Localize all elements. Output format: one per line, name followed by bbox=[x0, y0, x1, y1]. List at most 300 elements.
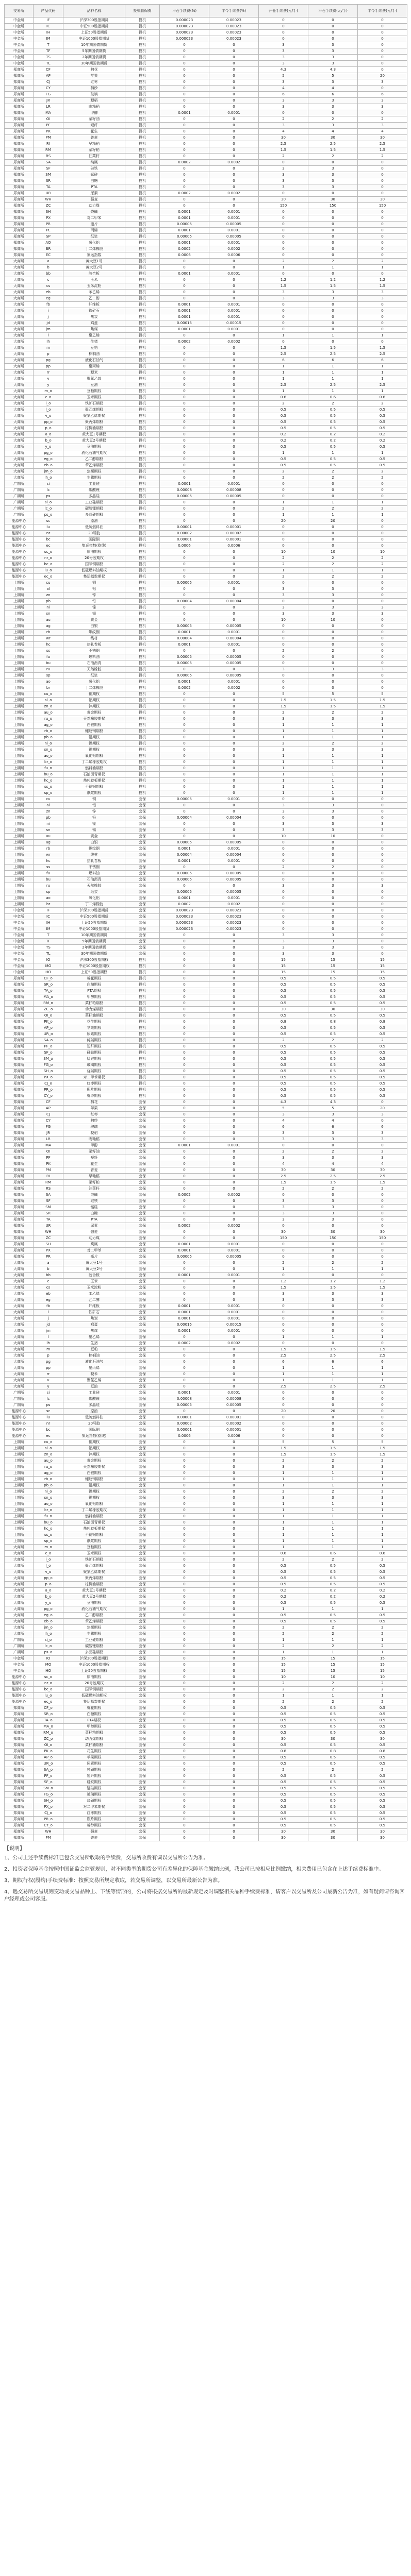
table-cell: 0 bbox=[209, 413, 259, 419]
table-cell: 0 bbox=[160, 456, 209, 463]
table-row bbox=[5, 320, 407, 327]
table-cell: eg bbox=[34, 1297, 63, 1303]
table-cell: 0 bbox=[209, 1798, 259, 1804]
table-cell: 投机 bbox=[125, 617, 160, 623]
table-cell: 0 bbox=[209, 1755, 259, 1761]
table-row bbox=[5, 1749, 407, 1755]
table-cell: 3 bbox=[308, 951, 358, 957]
table-row bbox=[5, 302, 407, 308]
table-cell: 6 bbox=[259, 1359, 308, 1365]
table-cell: 铅 bbox=[63, 599, 125, 605]
table-cell: 15 bbox=[259, 1662, 308, 1668]
table-cell: zn_o bbox=[34, 704, 63, 710]
table-cell: 0 bbox=[209, 1050, 259, 1056]
table-cell: 套保 bbox=[125, 1569, 160, 1575]
table-cell: 投机 bbox=[125, 487, 160, 494]
table-cell: 套保 bbox=[125, 1643, 160, 1650]
table-cell: 投机 bbox=[125, 395, 160, 401]
table-cell: 聚氯乙烯期权 bbox=[63, 1569, 125, 1575]
table-cell: PK bbox=[34, 129, 63, 135]
table-cell: 上期所 bbox=[5, 865, 34, 871]
table-cell: 0 bbox=[209, 1075, 259, 1081]
table-cell: 纯碱 bbox=[63, 160, 125, 166]
table-cell: 0 bbox=[160, 1835, 209, 1841]
table-cell: rb_o bbox=[34, 1477, 63, 1483]
table-cell: PX_o bbox=[34, 1804, 63, 1810]
table-cell: 2 bbox=[308, 154, 358, 160]
table-cell: 2 bbox=[308, 1038, 358, 1044]
table-cell: jm bbox=[34, 327, 63, 333]
table-cell: 0 bbox=[160, 1786, 209, 1792]
table-cell: 上期所 bbox=[5, 1514, 34, 1520]
table-cell: 投机 bbox=[125, 611, 160, 617]
table-row bbox=[5, 1192, 407, 1198]
table-cell: 郑商所 bbox=[5, 1050, 34, 1056]
table-cell: 1 bbox=[308, 364, 358, 370]
table-row bbox=[5, 562, 407, 568]
table-cell: 聚乙烯期权 bbox=[63, 1563, 125, 1569]
table-cell: 0.0001 bbox=[160, 271, 209, 277]
table-row bbox=[5, 1724, 407, 1730]
table-cell: 郑商所 bbox=[5, 1118, 34, 1124]
table-cell: 郑商所 bbox=[5, 982, 34, 988]
table-row bbox=[5, 265, 407, 271]
table-cell: 3 bbox=[358, 716, 407, 722]
table-cell: 丙烯 bbox=[63, 228, 125, 234]
table-cell: 0.0006 bbox=[160, 1433, 209, 1439]
table-cell: 中金所 bbox=[5, 36, 34, 42]
table-row bbox=[5, 902, 407, 908]
table-cell: 大商所 bbox=[5, 1551, 34, 1557]
table-cell: 套保 bbox=[125, 1477, 160, 1483]
table-cell: 大商所 bbox=[5, 1371, 34, 1378]
table-cell: 1 bbox=[308, 728, 358, 735]
table-row bbox=[5, 1273, 407, 1279]
table-cell: 投机 bbox=[125, 636, 160, 642]
table-cell: 0 bbox=[209, 67, 259, 73]
table-cell: 0.0006 bbox=[160, 252, 209, 259]
table-cell: sc bbox=[34, 1409, 63, 1415]
table-cell: 0 bbox=[358, 580, 407, 586]
table-cell: 热轧卷板期权 bbox=[63, 778, 125, 784]
table-cell: 大商所 bbox=[5, 1557, 34, 1563]
table-cell: 0 bbox=[259, 531, 308, 537]
table-cell: 0 bbox=[160, 203, 209, 209]
table-row bbox=[5, 86, 407, 92]
table-cell: AP bbox=[34, 1106, 63, 1112]
table-cell: 0.5 bbox=[308, 1823, 358, 1829]
table-cell: 0.5 bbox=[358, 1817, 407, 1823]
table-cell: 上期所 bbox=[5, 1452, 34, 1458]
table-cell: 套保 bbox=[125, 1458, 160, 1464]
table-cell: 0.00023 bbox=[209, 18, 259, 24]
table-cell: 0 bbox=[160, 1557, 209, 1563]
table-cell: 1 bbox=[259, 778, 308, 784]
table-cell: 普麦 bbox=[63, 1167, 125, 1174]
table-cell: 150 bbox=[259, 203, 308, 209]
table-cell: 2.5 bbox=[358, 1384, 407, 1390]
table-row bbox=[5, 549, 407, 555]
table-row bbox=[5, 197, 407, 203]
table-cell: 4.3 bbox=[259, 1099, 308, 1106]
table-cell: 0 bbox=[160, 506, 209, 512]
table-cell: 0 bbox=[308, 240, 358, 246]
table-cell: i bbox=[34, 308, 63, 314]
table-row bbox=[5, 1205, 407, 1211]
table-cell: 焦煤 bbox=[63, 1328, 125, 1334]
table-cell: 0 bbox=[209, 1384, 259, 1390]
table-cell: 0.5 bbox=[308, 1773, 358, 1780]
table-cell: 郑商所 bbox=[5, 988, 34, 994]
table-row bbox=[5, 110, 407, 116]
table-cell: 投机 bbox=[125, 1081, 160, 1087]
table-cell: 1.5 bbox=[259, 704, 308, 710]
table-cell: 0 bbox=[308, 487, 358, 494]
table-cell: 花生期权 bbox=[63, 1749, 125, 1755]
table-cell: 投机 bbox=[125, 129, 160, 135]
table-cell: 甲醇 bbox=[63, 1143, 125, 1149]
table-cell: 0.0002 bbox=[209, 160, 259, 166]
table-cell: 6 bbox=[358, 92, 407, 98]
column-header: 平仓手续费(元/手) bbox=[308, 5, 358, 18]
table-cell: 0 bbox=[160, 1031, 209, 1038]
table-cell: 0 bbox=[209, 1470, 259, 1477]
table-cell: 纸浆 bbox=[63, 234, 125, 240]
table-cell: 套保 bbox=[125, 1359, 160, 1365]
table-body bbox=[5, 18, 407, 1841]
table-cell: 0.5 bbox=[358, 463, 407, 469]
table-cell: ps_o bbox=[34, 512, 63, 518]
table-cell: wr bbox=[34, 852, 63, 858]
table-row bbox=[5, 1013, 407, 1019]
table-cell: ZC bbox=[34, 1235, 63, 1242]
table-cell: 0 bbox=[209, 667, 259, 673]
table-cell: 0.5 bbox=[259, 1817, 308, 1823]
table-cell: 白银期权 bbox=[63, 1470, 125, 1477]
table-cell: 0 bbox=[209, 1371, 259, 1378]
table-cell: 3 bbox=[259, 592, 308, 599]
table-cell: 0.5 bbox=[259, 444, 308, 450]
table-cell: 大商所 bbox=[5, 1625, 34, 1631]
table-cell: 套保 bbox=[125, 1674, 160, 1681]
table-cell: 广期所 bbox=[5, 494, 34, 500]
table-cell: 上期所 bbox=[5, 1501, 34, 1507]
table-cell: 0.0006 bbox=[209, 1433, 259, 1439]
table-cell: 0 bbox=[209, 1186, 259, 1192]
table-row bbox=[5, 1019, 407, 1025]
table-cell: 0 bbox=[160, 827, 209, 834]
table-cell: 2 bbox=[358, 1489, 407, 1495]
table-cell: 锌 bbox=[63, 809, 125, 815]
table-cell: 瓶片 bbox=[63, 222, 125, 228]
table-cell: AP_o bbox=[34, 1755, 63, 1761]
table-cell: pp_o bbox=[34, 419, 63, 426]
table-cell: 0 bbox=[209, 549, 259, 555]
table-cell: 0.5 bbox=[259, 1031, 308, 1038]
table-cell: 1 bbox=[358, 1483, 407, 1489]
table-cell: CJ bbox=[34, 1112, 63, 1118]
table-cell: l_o bbox=[34, 407, 63, 413]
table-cell: 棉纱期权 bbox=[63, 1093, 125, 1099]
table-cell: 0.00008 bbox=[160, 487, 209, 494]
table-cell: 投机 bbox=[125, 24, 160, 30]
table-row bbox=[5, 840, 407, 846]
table-cell: 锡 bbox=[63, 827, 125, 834]
table-row bbox=[5, 1124, 407, 1130]
table-cell: 0.00005 bbox=[160, 871, 209, 877]
table-row bbox=[5, 945, 407, 951]
table-cell: 3 bbox=[259, 821, 308, 827]
table-cell: 0 bbox=[209, 803, 259, 809]
table-cell: 0 bbox=[358, 271, 407, 277]
table-cell: 0 bbox=[209, 1810, 259, 1817]
table-row bbox=[5, 1285, 407, 1291]
table-cell: 对二甲苯 bbox=[63, 1248, 125, 1254]
table-cell: 0.00008 bbox=[209, 1396, 259, 1402]
table-cell: 3 bbox=[358, 1155, 407, 1161]
table-cell: 0 bbox=[308, 815, 358, 821]
table-cell: 0 bbox=[308, 599, 358, 605]
table-cell: 3 bbox=[308, 667, 358, 673]
table-cell: JR bbox=[34, 1130, 63, 1137]
table-cell: 2 bbox=[358, 401, 407, 407]
table-cell: 上期所 bbox=[5, 1464, 34, 1470]
table-cell: 1 bbox=[259, 1378, 308, 1384]
table-cell: 晚籼稻 bbox=[63, 104, 125, 110]
table-cell: 大商所 bbox=[5, 358, 34, 364]
table-cell: 黄大豆1号 bbox=[63, 1260, 125, 1266]
table-cell: 上期所 bbox=[5, 1446, 34, 1452]
table-cell: 0 bbox=[160, 1174, 209, 1180]
table-cell: ec_o bbox=[34, 1699, 63, 1705]
table-cell: 0 bbox=[209, 1804, 259, 1810]
table-cell: 0 bbox=[209, 1353, 259, 1359]
table-cell: 投机 bbox=[125, 679, 160, 685]
table-cell: 套保 bbox=[125, 1341, 160, 1347]
table-row bbox=[5, 79, 407, 86]
table-cell: 0 bbox=[209, 1279, 259, 1285]
table-cell: 0.0001 bbox=[160, 846, 209, 852]
table-cell: 2 bbox=[308, 1557, 358, 1563]
table-cell: 0 bbox=[209, 1260, 259, 1266]
table-row bbox=[5, 895, 407, 902]
table-cell: 0 bbox=[259, 1223, 308, 1229]
table-cell: 0 bbox=[209, 772, 259, 778]
table-cell: 能源中心 bbox=[5, 1693, 34, 1699]
table-row bbox=[5, 382, 407, 388]
table-row bbox=[5, 234, 407, 240]
table-cell: 0 bbox=[209, 1099, 259, 1106]
table-cell: 0.0002 bbox=[160, 160, 209, 166]
table-cell: 郑商所 bbox=[5, 154, 34, 160]
table-cell: 0 bbox=[308, 1341, 358, 1347]
table-cell: 投机 bbox=[125, 382, 160, 388]
table-cell: 0.0001 bbox=[160, 630, 209, 636]
table-cell: 郑商所 bbox=[5, 1823, 34, 1829]
table-cell: 套保 bbox=[125, 1681, 160, 1687]
table-cell: 6 bbox=[259, 92, 308, 98]
table-cell: ni_o bbox=[34, 741, 63, 747]
table-cell: 0.5 bbox=[259, 1792, 308, 1798]
table-cell: 0.5 bbox=[259, 1730, 308, 1736]
table-cell: 0 bbox=[160, 147, 209, 154]
table-cell: 套保 bbox=[125, 1316, 160, 1322]
table-row bbox=[5, 24, 407, 30]
table-row bbox=[5, 933, 407, 939]
table-cell: 铅期权 bbox=[63, 1483, 125, 1489]
table-cell: 套保 bbox=[125, 1755, 160, 1761]
table-cell: 0.0001 bbox=[209, 308, 259, 314]
table-cell: 150 bbox=[358, 1235, 407, 1242]
table-cell: 投机 bbox=[125, 73, 160, 79]
table-cell: 中金所 bbox=[5, 61, 34, 67]
table-cell: 0 bbox=[259, 920, 308, 926]
table-cell: 1.5 bbox=[358, 345, 407, 351]
table-cell: 3 bbox=[308, 290, 358, 296]
table-cell: 0 bbox=[160, 500, 209, 506]
table-cell: 0 bbox=[308, 1248, 358, 1254]
table-row bbox=[5, 889, 407, 895]
table-cell: 0 bbox=[209, 827, 259, 834]
table-cell: 投机 bbox=[125, 704, 160, 710]
table-cell: 0 bbox=[259, 679, 308, 685]
table-cell: ZC bbox=[34, 203, 63, 209]
table-cell: 0 bbox=[259, 1273, 308, 1279]
table-cell: 豆粕 bbox=[63, 1347, 125, 1353]
table-cell: MA_o bbox=[34, 994, 63, 1001]
table-row bbox=[5, 834, 407, 840]
table-cell: 0 bbox=[209, 42, 259, 48]
table-cell: 棉纱 bbox=[63, 86, 125, 92]
table-cell: 铁矿石期权 bbox=[63, 1557, 125, 1563]
table-cell: 0 bbox=[160, 1062, 209, 1069]
table-cell: 6 bbox=[259, 358, 308, 364]
table-cell: 0 bbox=[358, 339, 407, 345]
note-item: 4、遇交易所交易规则变动或交易品种上、下线等情形的，公司将根据交易所的最新规定及时调整相关品种手续费标准，请客户以交易所及公司最新公告为准，如有疑问请咨询客户经理或公司客服。 bbox=[4, 1889, 405, 1902]
table-cell: 3 bbox=[259, 1155, 308, 1161]
table-cell: 5 bbox=[358, 1439, 407, 1446]
table-cell: si bbox=[34, 481, 63, 487]
table-cell: 0 bbox=[308, 1433, 358, 1439]
table-cell: 0.00005 bbox=[160, 654, 209, 660]
table-cell: 丁二烯橡胶期权 bbox=[63, 759, 125, 766]
table-cell: 0 bbox=[259, 228, 308, 234]
table-cell: 套保 bbox=[125, 1495, 160, 1501]
table-cell: 1 bbox=[308, 784, 358, 790]
table-cell: 0.00004 bbox=[160, 815, 209, 821]
table-cell: 0 bbox=[209, 444, 259, 450]
table-row bbox=[5, 1229, 407, 1235]
table-cell: 0 bbox=[160, 438, 209, 444]
table-cell: 郑商所 bbox=[5, 129, 34, 135]
table-cell: 0 bbox=[160, 1711, 209, 1718]
note-item: 1、公司上述手续费标准已包含交易所收取的手续费，交易所收费有调以交易所公告为准。 bbox=[4, 1855, 209, 1861]
table-cell: 0 bbox=[160, 1619, 209, 1625]
table-cell: 0.0002 bbox=[209, 1341, 259, 1347]
table-cell: 0 bbox=[358, 160, 407, 166]
table-row bbox=[5, 1291, 407, 1297]
table-cell: 广期所 bbox=[5, 1650, 34, 1656]
table-row bbox=[5, 679, 407, 685]
table-cell: 棕榈油 bbox=[63, 351, 125, 358]
table-cell: 0 bbox=[209, 1266, 259, 1273]
table-cell: 2 bbox=[308, 506, 358, 512]
table-row bbox=[5, 314, 407, 320]
table-cell: 燃料油 bbox=[63, 871, 125, 877]
table-cell: 0 bbox=[209, 104, 259, 110]
table-row bbox=[5, 1056, 407, 1062]
table-cell: 1 bbox=[259, 376, 308, 382]
table-cell: rb bbox=[34, 846, 63, 852]
table-cell: 0 bbox=[160, 1137, 209, 1143]
table-cell: 投机 bbox=[125, 290, 160, 296]
table-cell: 黄大豆2号期权 bbox=[63, 438, 125, 444]
table-cell: 2 bbox=[259, 1038, 308, 1044]
table-cell: 上期所 bbox=[5, 1489, 34, 1495]
table-cell: 投机 bbox=[125, 648, 160, 654]
table-cell: 1 bbox=[308, 790, 358, 796]
table-row bbox=[5, 660, 407, 667]
table-cell: 2.5 bbox=[358, 1174, 407, 1180]
table-cell: 3 bbox=[358, 1291, 407, 1297]
table-cell: 郑商所 bbox=[5, 1211, 34, 1217]
table-cell: 锰硅 bbox=[63, 1205, 125, 1211]
table-cell: 0 bbox=[358, 18, 407, 24]
table-cell: ps bbox=[34, 1402, 63, 1409]
table-cell: 2.5 bbox=[358, 1353, 407, 1359]
table-cell: 1 bbox=[308, 1545, 358, 1551]
table-cell: OI_o bbox=[34, 1742, 63, 1749]
table-row bbox=[5, 1489, 407, 1495]
table-cell: 螺纹钢 bbox=[63, 630, 125, 636]
table-cell: 3 bbox=[259, 939, 308, 945]
table-cell: 3 bbox=[259, 1297, 308, 1303]
table-cell: 0 bbox=[358, 902, 407, 908]
table-cell: 0.5 bbox=[259, 1569, 308, 1575]
table-cell: 0.0001 bbox=[209, 642, 259, 648]
table-cell: 0.5 bbox=[308, 1798, 358, 1804]
table-row bbox=[5, 358, 407, 364]
table-cell: 0 bbox=[308, 636, 358, 642]
table-cell: 0.00015 bbox=[160, 320, 209, 327]
table-row bbox=[5, 475, 407, 481]
table-cell: 0.5 bbox=[308, 1730, 358, 1736]
table-cell: 0 bbox=[259, 623, 308, 630]
column-header: 交易所 bbox=[5, 5, 34, 18]
table-cell: 套保 bbox=[125, 1637, 160, 1643]
table-cell: 投机 bbox=[125, 228, 160, 234]
table-cell: 0 bbox=[209, 933, 259, 939]
table-cell: 0 bbox=[259, 673, 308, 679]
table-cell: 铁矿石 bbox=[63, 1310, 125, 1316]
table-cell: 1.5 bbox=[259, 1446, 308, 1452]
table-cell: 0.5 bbox=[358, 1742, 407, 1749]
table-cell: 套保 bbox=[125, 1538, 160, 1545]
table-cell: 0.0001 bbox=[209, 630, 259, 636]
table-cell: 0.0001 bbox=[160, 314, 209, 320]
table-cell: 0 bbox=[209, 1477, 259, 1483]
table-cell: 石油沥青期权 bbox=[63, 772, 125, 778]
table-cell: 投机 bbox=[125, 351, 160, 358]
table-cell: 0 bbox=[209, 1742, 259, 1749]
table-cell: 0.5 bbox=[259, 994, 308, 1001]
table-row bbox=[5, 568, 407, 574]
table-cell: 0 bbox=[358, 586, 407, 592]
table-cell: 不锈钢 bbox=[63, 648, 125, 654]
table-cell: 短纤 bbox=[63, 123, 125, 129]
table-cell: 硅铁 bbox=[63, 1198, 125, 1205]
table-cell: pg bbox=[34, 358, 63, 364]
